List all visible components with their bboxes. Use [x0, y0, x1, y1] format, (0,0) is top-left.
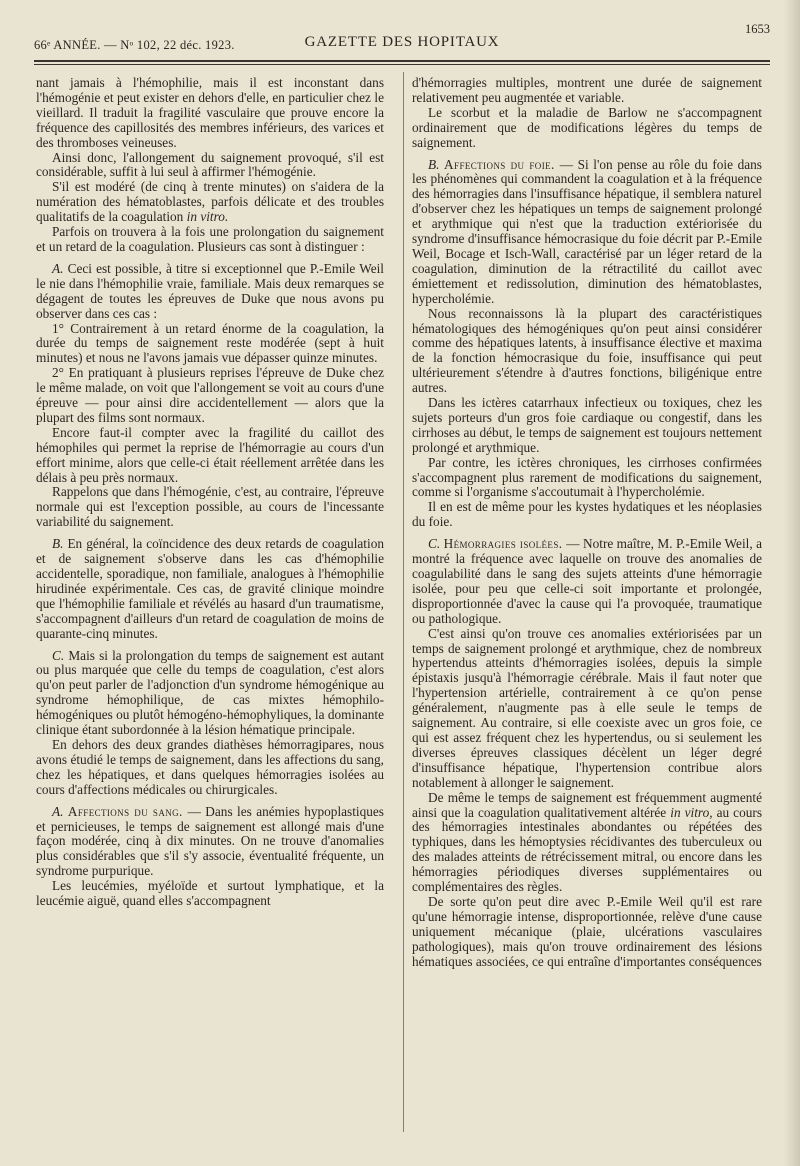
- header-rule-thin: [34, 64, 770, 65]
- paragraph-text: De même le temps de saignement est fréquemment augmenté ainsi que la coagulation qualitativement altérée: [412, 789, 762, 820]
- paragraph-text: S'il est modéré (de cinq à trente minutes) on s'aidera de la numération des hématoblastes, parfois délicate et des troubles qualitatifs de la coagulation: [36, 179, 384, 225]
- paragraph-text: — Notre maître, M. P.-Emile Weil, a montré la fréquence avec laquelle on trouve des anomalies de coagulabilité dans le sang des sujets atteints d'une hémorragie isolée, pour peu que celle-ci soit importante et prolongée, disproportionnée d'avec la cause qui l'a provoquée, traumatique ou pathologique.: [412, 536, 762, 626]
- paragraph-text: En général, la coïncidence des deux retards de coagulation et de saignement s'observe dans les cas d'hémophilie accidentelle, sporadique, non familiale, analogues à l'hémophilie hirudinée expérimentale. Ces cas, de gravité clinique moindre que l'hémophilie familiale et révélés au hasard d'un traumatisme, s'accompagnent d'ailleurs d'un retard de coagulation de moins de quarante-cinq minutes.: [36, 536, 384, 641]
- page-header: [34, 22, 770, 56]
- paragraph: [36, 879, 384, 909]
- paragraph-text: — Dans les anémies hypoplastiques et pernicieuses, le temps de saignement est allongé mais d'une façon modérée, cinq à dix minutes. On ne trouve d'anomalies plus considérables que s'il s'y associe, éventualité fréquente, un syndrome purpurique.: [36, 803, 384, 879]
- paragraph-text: Le scorbut et la maladie de Barlow ne s'accompagnent ordinairement que de modifications légères du temps de saignement.: [412, 104, 762, 150]
- paragraph: [36, 805, 384, 880]
- issue-info: 66ᵉ ANNÉE. — Nᵒ 102, 22 déc. 1923.: [34, 38, 235, 52]
- section-letter: B.: [428, 156, 445, 172]
- paragraph: [36, 76, 384, 151]
- paragraph: [36, 426, 384, 486]
- paragraph: [36, 225, 384, 255]
- paragraph-text: De sorte qu'on peut dire avec P.-Emile Weil qu'il est rare qu'une hémorragie intense, disproportionnée, relève d'une cause uniquement mécanique (plaie, ulcérations vasculaires pathologiques), mais qu'on trouve ordinairement des lésions hématiques associées, ce qui entraîne d'importantes conséquences: [412, 893, 762, 969]
- paragraph: [36, 366, 384, 426]
- paragraph-text: nant jamais à l'hémophilie, mais il est inconstant dans l'hémogénie et peut exister en dehors d'elle, en particulier chez le vieillard. Il traduit la fragilité vasculaire que prouve encore la fréquence des capillosités des membres inférieurs, des varices et des thromboses veineuses.: [36, 75, 384, 150]
- paragraph-text: 1° Contrairement à un retard énorme de la coagulation, la durée du temps de saignement reste modérée (sept à huit minutes) et nous ne l'avons jamais vue dépasser quinze minutes.: [36, 320, 384, 366]
- paragraph: [412, 307, 762, 396]
- page-edge-shadow: [784, 0, 800, 1166]
- paragraph-text: C'est ainsi qu'on trouve ces anomalies extériorisées par un temps de saignement prolongé et arythmique, chez de nombreux hypertendus atteints d'hémorragies isolées, depuis la simple épistaxis jusqu'à l'hémorragie cérébrale. Mais il faut noter que l'hypertension artérielle, contrairement à ce qu'on pense généralement, n'augmente pas à elle seule le temps de saignement. Au contraire, si elle coexiste avec un gros foie, ce qui est assez fréquent chez les hypertendus, ou si seulement les diverses épreuves classiques décèlent un léger degré d'insuffisance hépatique, l'hypertension contribue alors notablement à allonger le saignement.: [412, 625, 762, 790]
- italic-term: in vitro.: [186, 209, 229, 225]
- section-letter: B.: [52, 536, 68, 552]
- section-heading: Affections du foie.: [444, 156, 560, 172]
- paragraph-text: En dehors des deux grandes diathèses hémorragipares, nous avons étudié le temps de saignement, dans les affections du sang, chez les hépatiques, et dans quelques hémorragies isolées au cours d'affections médicales ou chirurgicales.: [36, 736, 384, 797]
- paragraph: [412, 627, 762, 791]
- paragraph: [36, 738, 384, 798]
- left-column: [36, 76, 384, 909]
- section-letter: A.: [52, 803, 68, 819]
- paragraph: [412, 537, 762, 626]
- section-letter: C.: [428, 536, 444, 552]
- paragraph-text: Par contre, les ictères chroniques, les cirrhoses confirmées s'accompagnent plus rarement de modifications du saignement, comme si l'organisme s'accoutumait à l'hypercholémie.: [412, 454, 762, 500]
- paragraph: [36, 537, 384, 641]
- paragraph: [36, 262, 384, 322]
- paragraph: [412, 158, 762, 307]
- paragraph: [412, 456, 762, 501]
- column-divider: [403, 72, 404, 1132]
- paragraph-text: 2° En pratiquant à plusieurs reprises l'épreuve de Duke chez le même malade, on voit que l'allongement se voit au cours d'une épreuve — pour ainsi dire accidentellement — alors que la plupart des films sont normaux.: [36, 365, 384, 425]
- paragraph: [36, 180, 384, 225]
- journal-title: GAZETTE DES HOPITAUX: [304, 34, 500, 50]
- paragraph-text: d'hémorragies multiples, montrent une durée de saignement relativement peu augmentée et variable.: [412, 75, 762, 105]
- right-column: [412, 76, 762, 969]
- header-rule-thick: [34, 60, 770, 62]
- section-letter: A.: [52, 260, 68, 276]
- paragraph: [412, 791, 762, 895]
- paragraph: [412, 500, 762, 530]
- paragraph-text: au cours des hémorragies intestinales abondantes ou répétées des typhiques, dans les hémoptysies récidivantes des tuberculeux ou des malades atteints de rétrécissement mitral, ou encore dans les hémorragies périodiques diverses supplémentaires ou complémentaires des règles.: [412, 804, 762, 895]
- paragraph: [412, 106, 762, 151]
- italic-term: in vitro,: [670, 804, 713, 820]
- paragraph-text: Mais si la prolongation du temps de saignement est autant ou plus marquée que celle du temps de coagulation, c'est alors qu'on peut parler de l'adjonction d'un syndrome hémogénique au syndrome hémophilique, de cas mixtes hémophilo-hémogéniques ou plutôt hémogéno-hémophyliques, la dominante clinique étant subordonnée à la lésion hématique principale.: [36, 647, 384, 738]
- paragraph: [36, 649, 384, 738]
- section-heading: Affections du sang.: [67, 803, 188, 819]
- paragraph-text: Il en est de même pour les kystes hydatiques et les néoplasies du foie.: [412, 499, 762, 530]
- paragraph: [36, 485, 384, 530]
- paragraph-text: Ceci est possible, à titre si exceptionnel que P.-Emile Weil le nie dans l'hémophilie vraie, familiale. Mais deux remarques se dégagent de toutes les épreuves de Duke que nous avons pu observer dans ces cas :: [36, 260, 384, 321]
- section-letter: C.: [52, 647, 69, 663]
- paragraph: [36, 151, 384, 181]
- paragraph: [412, 895, 762, 970]
- paragraph-text: Ainsi donc, l'allongement du saignement provoqué, s'il est considérable, suffit à lui seul à affirmer l'hémogénie.: [36, 149, 384, 180]
- paragraph: [412, 396, 762, 456]
- paragraph-text: Parfois on trouvera à la fois une prolongation du saignement et un retard de la coagulation. Plusieurs cas sont à distinguer :: [36, 224, 384, 254]
- paragraph-text: Nous reconnaissons là la plupart des caractéristiques hématologiques des hémogéniques qu'on peut ainsi considérer comme des hépatiques latents, à insuffisance élective et maxima de la fonction hémocrasique du foie, insuffisance qui peut ultérieurement s'étendre à d'autres fonctions, biligénique entre autres.: [412, 305, 762, 396]
- paragraph-text: Rappelons que dans l'hémogénie, c'est, au contraire, l'épreuve normale qui est l'exception possible, au cours de l'incessante variabilité du saignement.: [36, 484, 384, 530]
- paragraph-text: Dans les ictères catarrhaux infectieux ou toxiques, chez les sujets porteurs d'un gros foie cardiaque ou congestif, dans les cirrhoses au début, le temps de saignement est toujours nettement prolongé et arythmique.: [412, 395, 762, 455]
- paragraph-text: — Si l'on pense au rôle du foie dans les phénomènes qui commandent la coagulation et à la fréquence des hémorragies dans l'insuffisance hépatique, il semblera naturel d'observer chez les hépatiques un temps de saignement prolongé et arythmique qui n'est que la traduction extériorisée du syndrome d'insuffisance hémocrasique du foie décrit par P.-Emile Weil, Bocage et Isch-Wall, caractérisé par un léger retard de la coagulation, diminution de la rétractilité du caillot avec émiettement et redissolution, diminution des hématoblastes, hypercholémie.: [412, 156, 762, 306]
- section-heading: Hémorragies isolées.: [443, 536, 567, 552]
- paragraph: [412, 76, 762, 106]
- paragraph: [36, 322, 384, 367]
- paragraph-text: Encore faut-il compter avec la fragilité du caillot des hémophiles qui permet la reprise de l'hémorragie au cours d'un effort minime, alors que celle-ci était réellement arrêtée dans les délais à peu près normaux.: [36, 424, 384, 485]
- page-number: 1653: [745, 22, 770, 36]
- paragraph-text: Les leucémies, myéloïde et surtout lymphatique, et la leucémie aiguë, quand elles s'accompagnent: [36, 878, 384, 909]
